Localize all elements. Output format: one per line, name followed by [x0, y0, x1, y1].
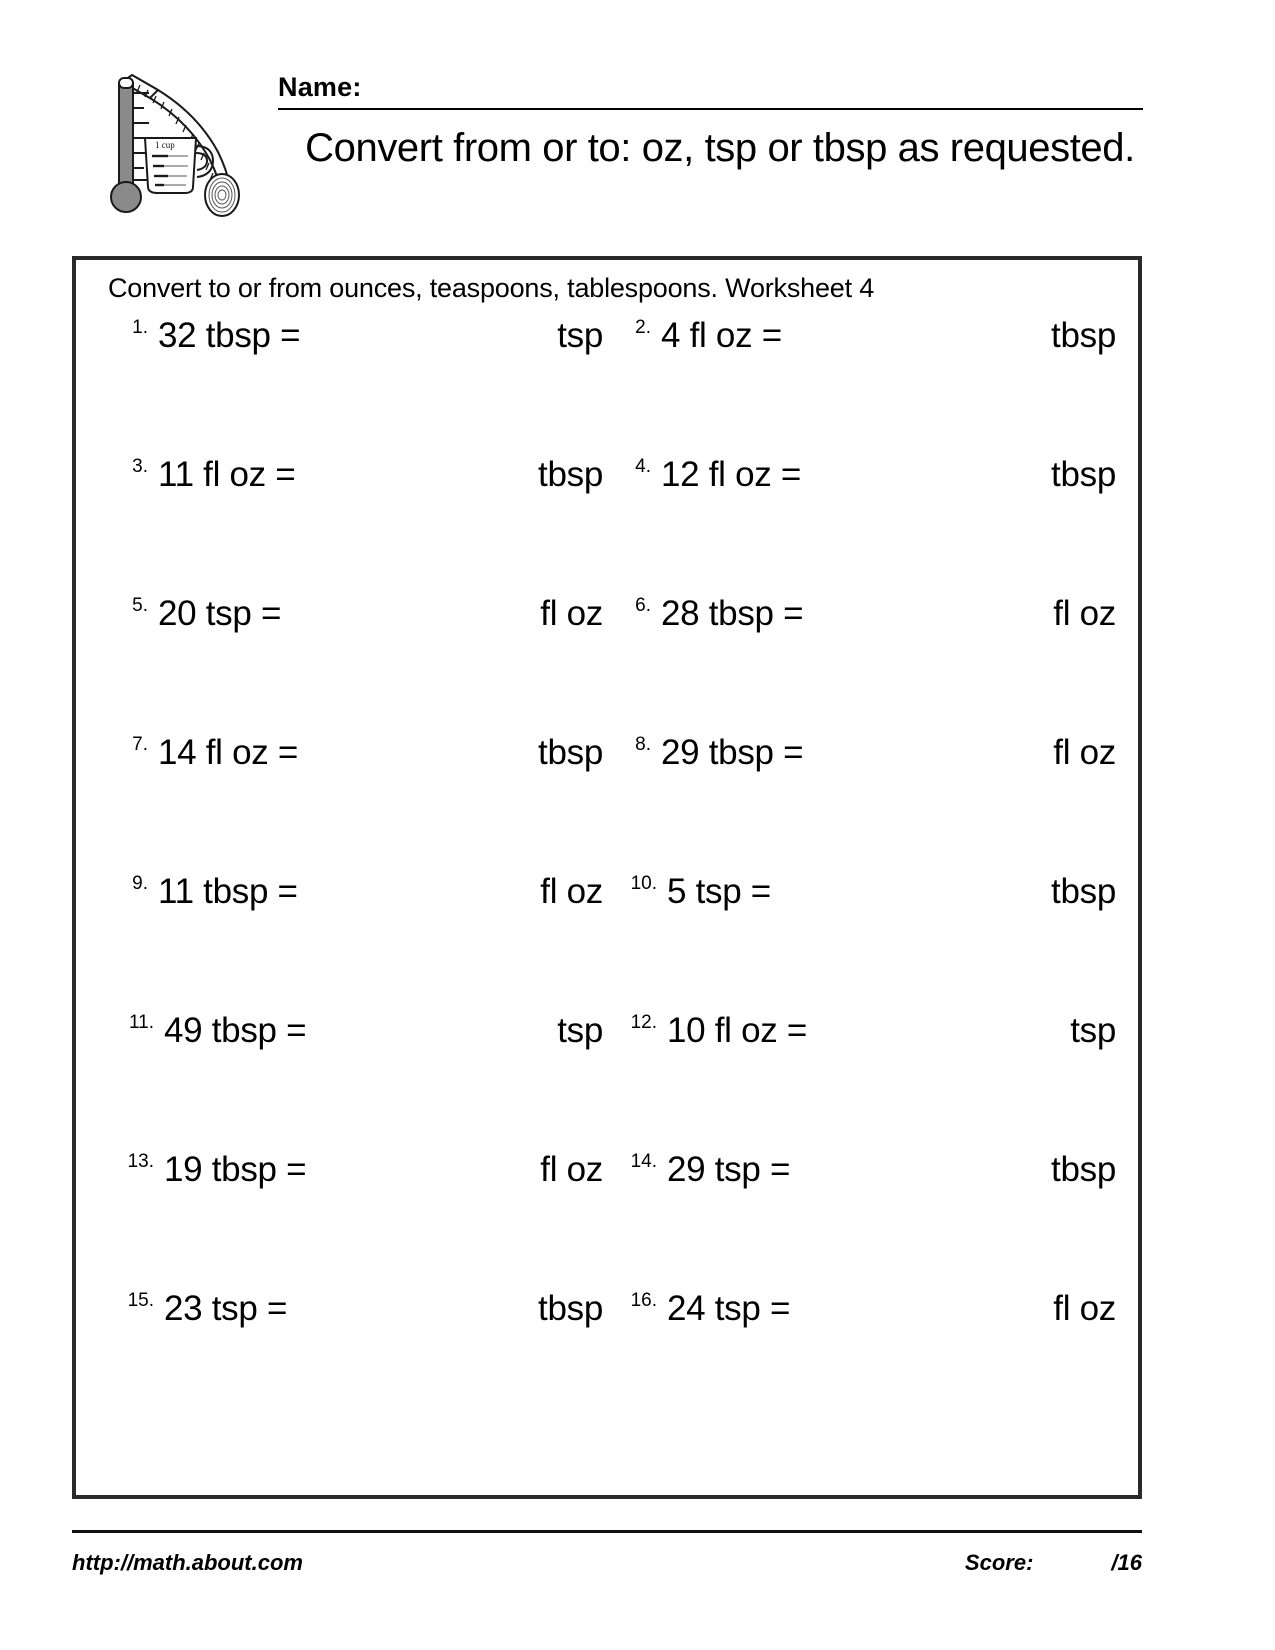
page-title: Convert from or to: oz, tsp or tbsp as requested. [305, 126, 1135, 170]
problem-row [76, 594, 1138, 733]
problem-answer-unit: tsp [557, 1011, 603, 1050]
name-label: Name: [278, 72, 362, 102]
problem-item-15[interactable] [76, 1289, 607, 1329]
problem-number: 13. [127, 1151, 154, 1172]
problem-question: 11 tbsp = [158, 872, 298, 911]
problem-number: 3. [132, 456, 148, 477]
problem-question: 49 tbsp = [164, 1011, 307, 1050]
problem-item-14[interactable] [607, 1150, 1138, 1190]
problem-question: 29 tbsp = [661, 733, 804, 772]
problem-answer-unit: tsp [557, 316, 603, 355]
problem-answer-unit: tbsp [538, 733, 603, 772]
problem-number: 16. [630, 1290, 657, 1311]
problem-question: 12 fl oz = [661, 455, 802, 494]
problem-item-13[interactable] [76, 1150, 607, 1190]
problem-answer-unit: tbsp [1051, 316, 1116, 355]
problem-question: 5 tsp = [667, 872, 771, 911]
problem-answer-unit: tsp [1070, 1011, 1116, 1050]
problem-question: 4 fl oz = [661, 316, 782, 355]
problem-item-6[interactable] [607, 594, 1138, 634]
problem-row [76, 1150, 1138, 1289]
source-url: http://math.about.com [72, 1550, 303, 1575]
problem-answer-unit: fl oz [540, 1150, 603, 1189]
problem-answer-unit: fl oz [1053, 1289, 1116, 1328]
problem-answer-unit: fl oz [1053, 733, 1116, 772]
problem-question: 29 tsp = [667, 1150, 791, 1189]
problem-item-12[interactable] [607, 1011, 1138, 1051]
problem-answer-unit: fl oz [1053, 594, 1116, 633]
problem-question: 23 tsp = [164, 1289, 288, 1328]
problem-row [76, 872, 1138, 1011]
problem-number: 5. [132, 595, 148, 616]
problem-item-7[interactable] [76, 733, 607, 773]
name-write-line[interactable] [278, 108, 1143, 110]
problem-question: 20 tsp = [158, 594, 282, 633]
problem-number: 10. [630, 873, 657, 894]
problem-answer-unit: tbsp [1051, 1150, 1116, 1189]
problem-row [76, 455, 1138, 594]
problem-number: 8. [635, 734, 651, 755]
problem-box [72, 256, 1142, 1499]
problem-answer-unit: fl oz [540, 594, 603, 633]
problem-item-10[interactable] [607, 872, 1138, 912]
problem-number: 6. [635, 595, 651, 616]
score-total: /16 [1111, 1550, 1142, 1575]
problem-answer-unit: fl oz [540, 872, 603, 911]
cup-label-text: 1 cup [155, 140, 175, 150]
problem-item-5[interactable] [76, 594, 607, 634]
name-row [278, 72, 1143, 106]
problem-question: 28 tbsp = [661, 594, 804, 633]
problem-number: 15. [127, 1290, 154, 1311]
problem-item-4[interactable] [607, 455, 1138, 495]
problem-number: 7. [132, 734, 148, 755]
thermometer-measuring-cup-tape-illustration [100, 60, 260, 225]
problem-number: 1. [132, 317, 148, 338]
problem-item-9[interactable] [76, 872, 607, 912]
problem-number: 4. [635, 456, 651, 477]
problem-number: 2. [635, 317, 651, 338]
problem-answer-unit: tbsp [538, 455, 603, 494]
problem-question: 14 fl oz = [158, 733, 299, 772]
problem-number: 11. [128, 1012, 154, 1033]
problem-item-16[interactable] [607, 1289, 1138, 1329]
page-header [0, 0, 1275, 235]
problem-number: 12. [630, 1012, 657, 1033]
score-label: Score: [964, 1550, 1034, 1575]
problem-answer-unit: tbsp [538, 1289, 603, 1328]
problem-item-8[interactable] [607, 733, 1138, 773]
problem-item-3[interactable] [76, 455, 607, 495]
worksheet-subtitle: Convert to or from ounces, teaspoons, tablespoons. Worksheet 4 [108, 273, 875, 303]
problem-question: 11 fl oz = [158, 455, 296, 494]
footer-divider [72, 1530, 1142, 1533]
problem-number: 14. [630, 1151, 657, 1172]
problem-row [76, 1011, 1138, 1150]
problem-item-1[interactable] [76, 316, 607, 356]
problem-number: 9. [132, 873, 148, 894]
problem-row [76, 316, 1138, 455]
score-area [965, 1550, 1142, 1576]
problem-answer-unit: tbsp [1051, 455, 1116, 494]
problem-answer-unit: tbsp [1051, 872, 1116, 911]
problem-question: 19 tbsp = [164, 1150, 307, 1189]
problem-rows [76, 316, 1138, 1428]
problem-question: 32 tbsp = [158, 316, 301, 355]
problem-row [76, 733, 1138, 872]
problem-question: 24 tsp = [667, 1289, 791, 1328]
problem-row [76, 1289, 1138, 1428]
page-footer [72, 1543, 1142, 1583]
problem-item-2[interactable] [607, 316, 1138, 356]
problem-question: 10 fl oz = [667, 1011, 808, 1050]
problem-item-11[interactable] [76, 1011, 607, 1051]
